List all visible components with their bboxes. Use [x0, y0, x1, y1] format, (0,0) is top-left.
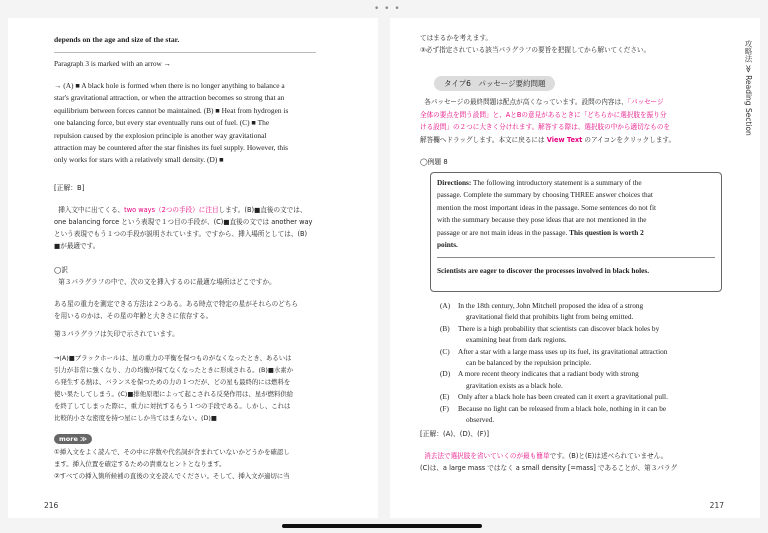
paragraph-note: Paragraph 3 is marked with an arrow →: [54, 59, 171, 68]
answer-options: [440, 300, 668, 425]
home-indicator[interactable]: [282, 524, 482, 528]
translation-passage: →(A)■ブラックホールは、星の重力の平衡を保つものがなくなったとき、あるいは 引力が非常に強くなり、力の均衡が保てなくなったときに形成される。(B)■水素か ら発生する熱は、バランスを保つための力の１つだが、どの星も最終的には燃料を 使い果たしてしまう。(C)■排他原理によって起こされる反発作用は、星が燃料供給 を終了してしまった際に、重力に対抗するもう１つの手段である。しかし、これは 比較的小さな密度を持つ星にしか当てはまらない。(D)■: [54, 354, 294, 422]
divider: [54, 52, 316, 53]
more-badge: more ≫: [54, 434, 92, 444]
section-side-label: 攻略法 ≫ Reading Section: [744, 40, 753, 136]
summary-statement: Scientists are eager to discover the processes involved in black holes.: [437, 266, 650, 275]
more-tips: ①挿入文をよく読んで、その中に序数や代名詞が含まれていないかどうかを確認し ます。挿入位置を確定するための貴重なヒントとなります。 ②すべての挿入箇所候補の直後の文を読んでください。そして、挿入文が適切に当: [54, 448, 290, 480]
explanation: 挿入文中に出てくる、two ways（2つの手段）に注目します。(B)■直後の文では、 one balancing force という表現で１つ目の手段が、(C)■直後の文では another way という表現でもう１つの手段が説明されています。ですから、挿入場所としては、(B) ■が最適です。: [54, 206, 313, 250]
option-b[interactable]: (B) There is a high probability that scientists can discover black holes by examining heat from dark regions.: [440, 323, 660, 345]
option-e[interactable]: (E) Only after a black hole has been created can it exert a gravitational pull.: [440, 392, 668, 402]
option-d[interactable]: (D) A more recent theory indicates that a radiant body with strong gravitation exists as a black hole.: [440, 369, 639, 390]
directions-text: Directions: The following introductory statement is a summary of the passage. Complete the summary by choosing THREE answer choices that mention the most important ideas in the passage. Some sentences do not fit with the summary because they pose ideas that are not mentioned in the passage or are not main ideas in the passage. This question is worth 2 points.: [437, 178, 657, 250]
type-description: 各パッセージの最終問題は配点が高くなっています。設問の内容は、「パッセージ 全体の要点を問う設問」と、AとBの意見があるときに「どちらかに選択肢を振り分 ける設問」の２つに大きく分けれます。解答する際は、選択肢の中から適切なものを 解答欄へドラッグします。本文に戻るには View Text のアイコンをクリックします。: [420, 98, 676, 144]
continued-tips: てはまるかを考えます。 ③必ず指定されている該当パラグラフの要旨を把握してから解いてください。: [420, 34, 651, 54]
translation-note: 第３パラグラフは矢印で示されています。: [54, 330, 179, 338]
translation-sentence: ある星の重力を測定できる方法は２つある。ある時点で特定の星がそれらのどちら を用いるのかは、その星の年齢と大きさに依存する。: [54, 300, 298, 320]
answer-explanation: 消去法で選択肢を省いていくのが最も簡単です。(B)と(E)は述べられていません。 (C)は、a large mass ではなく a small density [=mass] であることが、第３パラグ: [420, 452, 678, 472]
option-f[interactable]: (F) Because no light can be released from a black hole, nothing in it can be observed.: [440, 403, 667, 425]
page-number: 217: [709, 501, 724, 510]
passage-paragraph: → (A) ■ A black hole is formed when there is no longer anything to balance a star's gravitational attraction, or when the attraction becomes so strong that an equilibrium between forces cannot be maintained. (B) ■ Heat from hydrogen is one balancing force, but every star eventually runs out of fuel. (C) ■ The repulsion caused by the explosion principle is another way gravitational attraction may be countered after the star finishes its fuel supply. However, this only works for stars with a relatively small density. (D) ■: [54, 81, 289, 165]
question-fragment: depends on the age and size of the star.: [54, 35, 180, 44]
right-page: [390, 18, 760, 518]
example-label: ◯例題 8: [420, 158, 448, 166]
translation-section: ◯訳 第３パラグラフの中で、次の文を挿入するのに最適な場所はどこですか。: [54, 266, 276, 286]
left-page: [8, 18, 378, 518]
answer-label: [正解：(A)、(D)、(F)]: [420, 430, 489, 438]
view-text-label: View Text: [546, 135, 583, 144]
type-heading: タイプ6 パッセージ要約問題: [434, 76, 555, 91]
page-number: 216: [44, 501, 59, 510]
window-handle-dots[interactable]: • • •: [374, 4, 401, 14]
option-a[interactable]: (A) In the 18th century, John Mitchell proposed the idea of a strong gravitational field that prohibits light from being emitted.: [440, 301, 644, 322]
directions-box: [430, 172, 722, 292]
option-c[interactable]: (C) After a star with a large mass uses up its fuel, its gravitational attraction can be balanced by the repulsion principle.: [440, 346, 668, 368]
answer-label: [正解：B]: [54, 184, 85, 192]
divider: [437, 257, 715, 258]
